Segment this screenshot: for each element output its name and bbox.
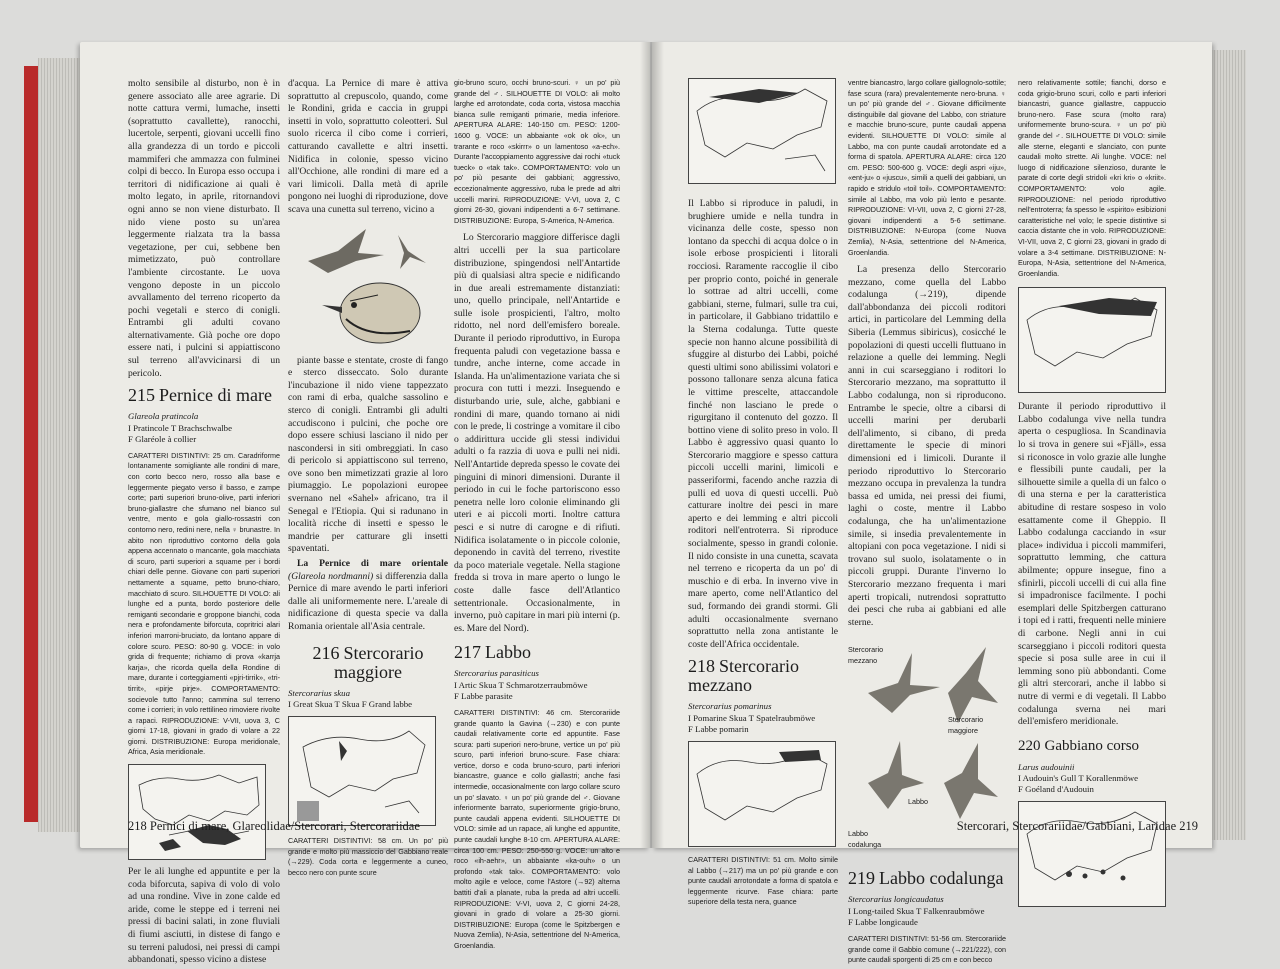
species-heading-216: 216 Stercorario maggiore xyxy=(312,642,424,682)
left-column-1 xyxy=(128,78,280,969)
label-maggiore: Stercorario maggiore xyxy=(948,715,984,735)
common-names: I Artic Skua T Schmarotzerraubmöwe F Labbe parasite xyxy=(454,679,588,701)
species-details-218-continued: ventre biancastro, largo collare giallognolo-sottile; fase scura (rara) prevalentemente nero-bruna. ♀ un po' più grande del ♂. Giovane difficilmente distinguibile dal giovane del Labbo, con striature e macchie bruno-scure, punte caudali appena evidenti. SILHOUETTE DI VOLO: simile al Labbo, ma con punte caudali arrotondate ed a forma di spatola. APERTURA ALARE: circa 120 cm. PESO: 500-600 g. VOCE: degli aspri «iju», «ent-ju» o «juscu», simili a quelli dei gabbiani, un rapido e stridulo «toil toil». COMPORTAMENTO: simile al Labbo, ma volo più lento e pesante. RIPRODUZIONE: VI-VII, uova 2, C giorni 27-28, giovani indipendenti a 5-6 settimane. DISTRIBUZIONE: N-Europa (come Nuova Zemlia), N-Asia, settentrione del N-America, Groenlandia. xyxy=(848,78,1006,257)
distribution-map-218 xyxy=(688,741,836,847)
body-text: Il Labbo si riproduce in paludi, in brughiere umide e nella tundra in vicinanza delle coste, spesso non lontano da specchi di acqua dolce o in isole erbose prospicienti i litorali rocciosi. Raramente raccoglie il cibo per proprio conto, poiché in generale lo sottrae ad altri uccelli, come gabbiani, sterne, fulmari, sulle tra cui, in particolare, il Gabbiano tridattilo e la Sterna codalunga. Tutte queste specie non hanno alcune possibilità di sfuggire al disturbo dei Labbi, poiché questi ultimi sono abilissimi volatori e possono tallonare senza alcuna fatica le vittime prescelte, attaccandole finché non lasciano le prede o rigurgitano il contenuto del gozzo. Il bottino viene di solito preso in volo. Il Labbo è aggressivo quasi quanto lo Stercorario maggiore e spesso cattura piccoli uccelli marini, limicoli e passeriformi, facendo anche razzia di pulli ed uova di questi uccelli. Può catturare inoltre dei pesci in mare aperto e dei lemming e altri piccoli roditori nell'entroterra. Si riproduce socialmente, spesso in grandi colonie. Il nido consiste in una cunetta, scavata nel terreno e ricoperta da un po' di muschio e di erba. In inverno vive in mare aperto, come nell'Atlantico del sud, formando dei grandi stormi. Gli adulti occasionalmente svernano soprattutto nella zona antistante le coste dell'Africa occidentale. xyxy=(688,198,838,650)
species-heading-215: 215 Pernice di mare xyxy=(128,385,272,406)
distribution-map-215 xyxy=(128,764,266,860)
species-heading-217: 217 Labbo xyxy=(454,642,531,663)
species-details-217: CARATTERI DISTINTIVI: 46 cm. Stercorariide grande quanto la Gavina (→230) e con punte caudali relativamente corte ed appuntite. Fase scura: parti superiori nero-brune, vertice un po' più scuro, parti inferiori bruno-scure. Fase chiara: vertice, dorso e coda bruno-scuro, parti inferiori biancastre, guance e collo giallastri; anche fasi intermedie, occasionalmente con largo collare scuro un po' slavato. ♀ un po' più grande del ♂. Giovane inferiormente barrato, superiormente grigio-bruno, punte caudali appena evidenti. SILHOUETTE DI VOLO: simile ad un rapace, ali lunghe ed appuntite, punte caudali lunghe 8-10 cm. APERTURA ALARE: circa 100 cm. PESO: 250-550 g. VOCE: un alto e roco «ih-aehr», un abbaiante «ka-ouh» o un profondo «tak tak». COMPORTAMENTO: volo molto agile e veloce, come l'Astore (→92) alterna battiti d'ali a planate, ruba la preda ad altri uccelli. RIPRODUZIONE: V-VI, uova 2, C giorni 24-28, giovani in grado di volare a 25-30 giorni. DISTRIBUZIONE: Europa (come le Spitzbergen e Nuova Zemlia), N-Asia, settentrione del N-America, Groenlandia. xyxy=(454,707,620,950)
species-details-218: CARATTERI DISTINTIVI: 51 cm. Molto simile al Labbo (→217) ma un po' più grande e con punte caudali arrotondate a forma di spatola e leggermente ricurve. Fase chiara: parte superiore della testa nera, guance xyxy=(688,854,838,907)
body-text: molto sensibile al disturbo, non è in genere associato alle aree agrarie. Di notte cattura vermi, lumache, insetti (soprattutto cavallette), ranocchi, lucertole, serpenti, giovani uccelli fino alla grandezza di un tordo e piccoli mammiferi che ammazza con fulminei colpi di becco. In Europa esso occupa i territori di nidificazione ai quali è molto legato, in aprile, ritornandovi ogni anno se non viene disturbato. Il nido viene posto su un'area leggermente rialzata tra la bassa vegetazione, per cui, sebbene ben mimetizzato, può controllare l'ambiente circostante. Le uova vengono deposte in un piccolo avvallamento del terreno ricoperto da pochi vegetali e sterco di conigli. Entrambi gli adulti covano alternativamente. Già poche ore dopo essere nati, i pulcini si appiattiscono sul terreno all'avvicinarsi di un pericolo. xyxy=(128,78,280,379)
book-cover-edge xyxy=(24,66,38,822)
latin-name: Stercorarius skua xyxy=(288,687,350,698)
page-edges-right xyxy=(1212,50,1246,840)
left-column-3 xyxy=(454,78,620,952)
species-details-215: CARATTERI DISTINTIVI: 25 cm. Caradriforme lontanamente somigliante alle rondini di mare, con corto becco nero, rosso alla base e leggermente piegato verso il basso, e zampe corte; parti superiori bruno-olive, parti inferiori bruno-giallastre che sfumano nel bianco sul ventre, mento e gola giallo-rossastri con contorno nero, redini nere, nella ♀ brunastre. In abito non riproduttivo contorno della gola appena accennato o mancante, gola macchiata di scuro, parti superiori a squame per i bordi chiari delle penne. Giovane con parti superiori nettamente a squame, petto bruno-chiaro, macchiato di scuro. SILHOUETTE DI VOLO: ali lunghe ed a punta, bordo posteriore delle remiganti secondarie e groppone bianchi, coda nera e profondamente biforcuta, copritrici alari inferiori marroni-bruciato, da lontano appare di colore scuro. PESO: 80-90 g. VOCE: in volo grida di frequente; richiamo di prova «karrja karja», che ricorda quella della Rondine di mare, durante i corteggiamenti «pjri-tirrik», «tri-tirrit», «pirje pirje». COMPORTAMENTO: socievole tutto l'anno; cammina sul terreno come i corrieri; in volo rettilineo rimoviere rivolte a rapaci. RIPRODUZIONE: V-VII, uova 3, C giorni 17-18, giovani in grado di volare a 22 giorni. DISTRIBUZIONE: Europa meridionale, Africa, Asia meridionale. xyxy=(128,450,280,757)
left-column-2 xyxy=(288,78,448,879)
distribution-map-219 xyxy=(1018,287,1166,393)
latin-name: Stercorarius pomarinus xyxy=(688,701,772,712)
species-details-216: CARATTERI DISTINTIVI: 58 cm. Un po' più grande e molto più massiccio del Gabbiano reale (→229). Coda corta e leggermente a cuneo, becco nero con punte scure xyxy=(288,836,448,877)
page-footer-left: 218 Pernici di mare, Glareolidae/Stercorari, Stercorariidae xyxy=(128,819,420,833)
label-codalunga: Labbo codalunga xyxy=(848,829,882,849)
right-column-3 xyxy=(1018,78,1166,907)
body-text: Per le ali lunghe ed appuntite e per la coda biforcuta, sapiva di volo di volo ad una rondine. Vive in zone calde ed aride, come le steppe ed i terreni nei pressi di bacini salati, in zone fluviali di fiumi asciutti, in distese di fango e su terreni paludosi, nei pressi di campi abbandonati, spesso vicino a distese xyxy=(128,866,280,966)
common-names: I Pomarine Skua T Spatelraubmöwe F Labbe pomarin xyxy=(688,712,816,734)
right-column-1 xyxy=(688,78,838,908)
right-page xyxy=(652,42,1212,965)
distribution-map-217 xyxy=(688,78,836,184)
label-labbo: Labbo xyxy=(908,797,928,807)
latin-name: Larus audouinii xyxy=(1018,761,1075,772)
body-text: La Pernice di mare orientale (Glareola nordmanni) si differenzia dalla Pernice di mare avendo le parti inferiori dalle ali uniformemente nere. L'areale di nidificazione di questa specie va dalla Romania orientale all'Asia centrale. xyxy=(288,558,448,632)
body-text: Lo Stercorario maggiore differisce dagli altri uccelli per la sua particolare distribuzione, spingendosi nell'Antartide più di qualsiasi altra specie e nidificando in due areali estremamente distanziati: uno, quello principale, nell'Antartide e sulle isole prospicienti, l'altro, molto ridotto, nel nord dell'emisfero boreale. Durante il periodo riproduttivo, in Europa frequenta paludi con vegetazione bassa e tundre, anche interne, come accade in Islanda. Ha un'alimentazione variata che si procura con tutti i mezzi. Inseguendo e disturbando urie, sule, alche, gabbiani e rondini di mare, quando tornano ai nidi con le prede, li costringe a vomitare il cibo o addirittura uccide gli stessi individui adulti o fa razzia di uova e pulli nei nidi. Nell'Antartide depreda spesso le covate dei pinguini di minori dimensioni. Durante il periodo in cui le foche partoriscono esso penetra nelle loro colonie eliminando gli uteri e ai piccoli morti. Inoltre cattura pesci e si nutre di carogne e di rifiuti. Nidifica isolatamente o in piccole colonie, deponendo in cavità del terreno, rivestite da poco materiale vegetale. Nella stagione fredda si trova in mare aperto o lungo le coste dalle fasce dell'Atlantico settentrionale. Occasionalmente, in inverno, può capitare in mari più interni (p. es. Mare del Nord). xyxy=(454,232,620,634)
common-names: I Great Skua T Skua F Grand labbe xyxy=(288,699,413,710)
species-details-219: CARATTERI DISTINTIVI: 51-56 cm. Stercorariide grande come il Gabbio comune (→221/222), con punte caudali sporgenti di 25 cm e con becco xyxy=(848,933,1006,965)
body-text: La presenza dello Stercorario mezzano, come quella del Labbo codalunga (→219), dipende dall'abbondanza dei piccoli roditori artici, in particolare del Lemming della Siberia (Lemmus sibiricus), cosicché le popolazioni di questi uccelli fluttuano in relazione a quelle dei lemming. Negli anni in cui scarseggiano i roditori lo Stercorario mezzano, ma soprattutto il Labbo codalunga, non si riproducono. Entrambe le specie, oltre a cibarsi di uccelli marini per derubarli dell'alimento, si cibano, di preda direttamente le specie di minori dimensioni ed i limicoli. Durante il periodo riproduttivo lo Stercorario mezzano occupa in prevalenza la tundra bassa ed umida, nei pressi dei fiumi, laghi o coste, mentre il Labbo codalunga, che ha un'alimentazione simile, si insedia prevalentemente in altopiani con poca vegetazione. I nidi si trovano sul suolo, isolatamente o in piccoli gruppi. Durante l'inverno lo Stercorario mezzano frequenta i mari aperti tropicali, nutrendosi soprattutto dei pesci che ruba ai gabbiani ed alle sterne. xyxy=(848,264,1006,628)
label-mezzano: Stercorario mezzano xyxy=(848,645,884,665)
left-page xyxy=(80,42,650,966)
species-heading-218: 218 Stercorario mezzano xyxy=(688,656,799,696)
page-footer-right: Stercorari, Stercorariidae/Gabbiani, Laridae 219 xyxy=(956,819,1198,833)
latin-name: Stercorarius longicaudatus xyxy=(848,894,944,905)
latin-name: Stercorarius parasiticus xyxy=(454,668,539,679)
distribution-map-216 xyxy=(288,716,436,826)
page-edges-left xyxy=(38,58,82,832)
body-text: Durante il periodo riproduttivo il Labbo codalunga vive nella tundra aperta o cespugliosa. In Scandinavia lo si trova in genere sui «Fjäll», essa si riconosce in volo grazie alle lunghe e flessibili punte caudali, per la silhouette simile a quella di un falco o di una sterna e per la caratteristica abitudine di restare sospeso in volo esattamente come il Gheppio. Il Labbo codalunga cacciando in «sur place» individua i piccoli mammiferi, soprattutto lemming, che cattura abilmente; oppure insegue, fino a sfinirli, piccoli uccelli di cui alla fine si impadronisce facilmente. I pochi esemplari delle Spitzbergen catturano i topi ed i ratti, frequenti nelle miniere di carbone. Negli anni in cui scarseggiano i piccoli roditori questa specie si posa sulle aree in cui il lemming sono più abbondanti. Come gli altri stercorari, anche il labbo si nutre di vermi e di vegetali. Il Labbo codalunga sverna nei mari dell'emisfero meridionale. xyxy=(1018,401,1166,728)
species-details-216-continued: gio-bruno scuro, occhi bruno-scuri. ♀ un po' più grande del ♂. SILHOUETTE DI VOLO: ali molto larghe ed arrotondate, coda corta, vistosa macchia bianca sulle remiganti primarie, media inferiore. APERTURA ALARE: 140-150 cm. PESO: 1200-1600 g. VOCE: un abbaiante «ok ok ok», un trarante e roco «skirrr» o un lamentoso «a-ech». Durante l'accoppiamento aggressive dai rochi «tuck tueck» o «tak tak». COMPORTAMENTO: volo un po' più pesante dei gabbiani; aggressivo, eccezionalmente aggressivo, ruba le prede ad altri uccelli marini. RIPRODUZIONE: V-VI, uova 2, C giorni 26-30, giovani indipendenti a 6-7 settimane. DISTRIBUZIONE: Europa, S-America, N-America. xyxy=(454,78,620,225)
species-heading-220: 220 Gabbiano corso xyxy=(1018,737,1140,754)
body-text: d'acqua. La Pernice di mare è attiva soprattutto al crepuscolo, quando, come le Rondini, grida e caccia in gruppi insetti in volo, soprattutto coleotteri. Sul suolo ricerca il cibo come i corrieri, catturando cavallette e altri insetti. Nidifica in colonie, spesso vicino all'Occhione, alle rondini di mare ed a vari limicoli. Dalla metà di aprile pongono nei luoghi di riproduzione, dove scava una cunetta sul terreno, vicino a xyxy=(288,78,448,215)
distribution-map-220 xyxy=(1018,801,1166,907)
body-text: piante basse e stentate, croste di fango e sterco disseccato. Solo durante l'incubazione il nido viene tappezzato con rami di erba, qualche sassolino e sterco di conigli. Entrambi gli adulti accudiscono i pulcini, che poche ore dopo essere schiusi lasciano il nido per nascondersi in siti ombreggiati. In caso di pericolo si appiattiscono sul terreno, ove sono ben mimetizzati grazie al loro piumaggio. Le popolazioni europee svernano nel «Sahel» africano, tra il Senegal e l'Etiopia. Qui si radunano in località ricche di insetti e spesso le mandrie per catturare gli insetti spaventati. xyxy=(288,354,448,555)
species-details-219-continued: nero relativamente sottile; fianchi, dorso e coda grigio-bruno scuri, collo e parti inferiori biancastri, guance giallastre, cappuccio bruno-nero. Fase scura (molto rara) uniformemente bruno-scura. ♀ un po' più grande del ♂. SILHOUETTE DI VOLO: simile alle sterne, eleganti e slanciato, con punte caudali molto strette. Ali lunghe. VOCE: nel luogo di nidificazione silenzioso, durante le parate di corte degli stridoli «kri kri» o «kriit». COMPORTAMENTO: volo agile. RIPRODUZIONE: nel periodo riproduttivo nell'entroterra; fa spesso le «spirito» esibizioni caratteristiche nel volo; le specie distintive si caccia distante che in volo. RIPRODUZIONE: VI-VII, uova 2, C giorni 23, giovani in grado di volare a 3-4 settimane. DISTRIBUZIONE: N-Europa, N-Asia, settentrione del N-America, Groenlandia. xyxy=(1018,78,1166,278)
latin-name: Glareola pratincola xyxy=(128,411,199,422)
species-heading-219: 219 Labbo codalunga xyxy=(848,868,1004,889)
pratincole-illustration xyxy=(288,221,448,349)
common-names: I Audouin's Gull T Korallenmöwe F Goéland d'Audouin xyxy=(1018,773,1139,795)
common-names: I Long-tailed Skua T Falkenraubmöwe F Labbe longicaude xyxy=(848,905,985,927)
common-names: I Pratincole T Brachschwalbe F Glaréole à collier xyxy=(128,422,232,444)
